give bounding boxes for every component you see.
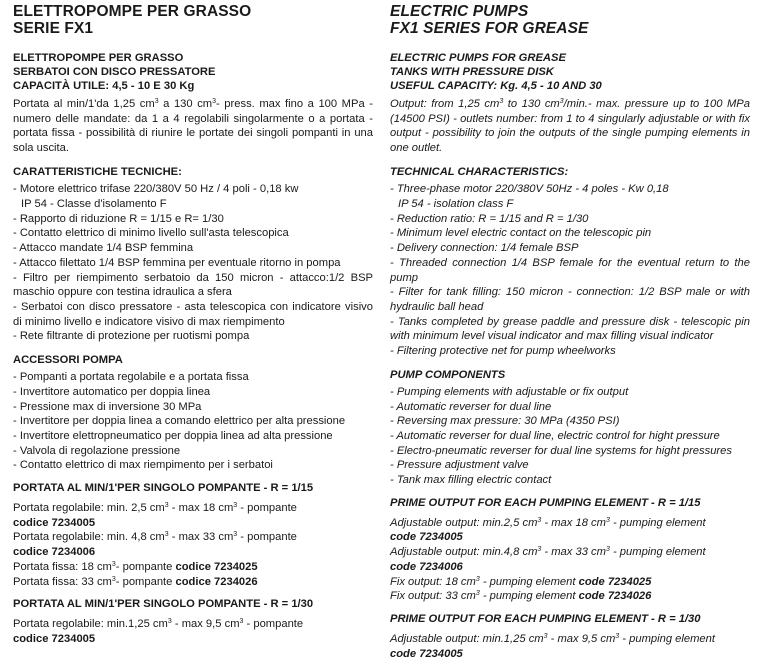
output-row — [390, 516, 750, 531]
list-item: - Three-phase motor 220/380V 50Hz - 4 poles - Kw 0,18 — [390, 183, 669, 196]
intro-text: Output: from 1,25 $cm^3$ to 130 $cm^3/\min.-$ max. pressure up to 100 MPa (14500 PSI) - outlets number: from 1 to 4 singularly adjustable or with fix output - possibility to join the outputs of the single pumping elements in one outlet. — [390, 98, 750, 154]
output-row — [13, 530, 373, 545]
output-row — [390, 560, 750, 575]
product-code: codice 7234026 — [175, 575, 258, 588]
list-item: - Automatic reverser for dual line — [390, 400, 552, 413]
output-description: Portata regolabile: min. 2,5 $cm^3$ - max 18 $cm^3$ - pompante — [13, 502, 297, 515]
intro-heading: TANKS WITH PRESSURE DISK — [390, 66, 554, 78]
list-item: - Attacco filettato 1/4 BSP femmina per eventuale ritorno in pompa — [13, 256, 341, 269]
list-item: - Rete filtrante di protezione per ruotismi pompa — [13, 330, 250, 343]
output-description: Portata regolabile: min.1,25 $cm^3$ - max 9,5 $cm^3$ - pompante — [13, 618, 304, 631]
list-item: - Pressure adjustment valve — [390, 459, 529, 472]
accessories-list — [390, 385, 750, 488]
list-item: - Filtering protective net for pump wheelworks — [390, 345, 616, 358]
output-description: Adjustable output: min.4,8 $cm^3$ - max 33 $cm^3$ - pumping element — [390, 546, 706, 559]
output-row — [390, 589, 750, 604]
product-code: code 7234006 — [390, 560, 463, 573]
output-15-heading: PRIME OUTPUT FOR EACH PUMPING ELEMENT - R = 1/15 — [390, 496, 701, 509]
output-row — [13, 575, 373, 590]
list-item: - Invertitore per doppia linea a comando elettrico per alta pressione — [13, 415, 346, 428]
tech-list — [13, 182, 373, 344]
list-item: - Attacco mandate 1/4 BSP femmina — [13, 242, 194, 255]
output-30-heading: PRIME OUTPUT FOR EACH PUMPING ELEMENT - R = 1/30 — [390, 612, 701, 625]
page-subtitle: FX1 SERIES FOR GREASE — [390, 20, 589, 37]
list-item: - Minimum level electric contact on the telescopic pin — [390, 227, 652, 240]
output-row — [13, 560, 373, 575]
list-item: - Delivery connection: 1/4 female BSP — [390, 242, 579, 255]
accessories-list — [13, 370, 373, 473]
output-row — [13, 632, 373, 647]
intro-text: Portata al min/1'da 1,25 $cm^3$ a 130 $cm^3-$ press. max fino a 100 MPa - numero delle mandate: da 1 a 4 regolabili singolarmente o a portata - portata fissa - possibilità di riunire le portate dei singoli pompanti in una sola uscita. — [13, 98, 373, 154]
english-column — [390, 0, 750, 661]
output-row — [13, 617, 373, 632]
output-30-heading: PORTATA AL MIN/1'PER SINGOLO POMPANTE - R = 1/30 — [13, 598, 314, 611]
list-item: - Threaded connection 1/4 BSP female for the eventual return to the pump — [390, 256, 750, 284]
list-item: - Automatic reverser for dual line, electric control for hight pressure — [390, 429, 720, 442]
output-row — [390, 632, 750, 647]
page-title: ELECTRIC PUMPS — [390, 3, 529, 20]
output-description: Fix output: 18 $cm^3$ - pumping element — [390, 575, 579, 588]
list-item: IP 54 - isolation class F — [398, 198, 514, 211]
product-code: codice 7234006 — [13, 546, 96, 559]
list-item: - Pumping elements with adjustable or fix output — [390, 385, 629, 398]
output-row — [390, 545, 750, 560]
output-row — [13, 516, 373, 531]
product-code: code 7234005 — [390, 647, 463, 660]
page-title: ELETTROPOMPE PER GRASSO — [13, 3, 252, 20]
output-row — [13, 545, 373, 560]
intro-heading: CAPACITÀ UTILE: 4,5 - 10 E 30 Kg — [13, 80, 195, 92]
list-item: - Contatto elettrico di minimo livello sull'asta telescopica — [13, 227, 289, 240]
list-item: - Reversing max pressure: 30 MPa (4350 PSI) — [390, 415, 620, 428]
list-item: - Valvola di regolazione pressione — [13, 444, 181, 457]
output-row — [390, 575, 750, 590]
output-description: Portata fissa: 18 $cm^3-$ pompante — [13, 560, 176, 573]
output-30-list — [390, 632, 750, 661]
output-description: Portata fissa: 33 $cm^3-$ pompante — [13, 575, 176, 588]
list-item: IP 54 - Classe d'isolamento F — [21, 198, 167, 211]
list-item: - Tank max filling electric contact — [390, 474, 552, 487]
output-description: Fix output: 33 $cm^3$ - pumping element — [390, 590, 579, 603]
list-item: - Filter for tank filling: 150 micron - connection: 1/2 BSP male or with hydraulic ball head — [390, 286, 750, 313]
page-subtitle: SERIE FX1 — [13, 20, 94, 37]
list-item: - Invertitore elettropneumatico per doppia linea ad alta pressione — [13, 429, 333, 442]
accessories-heading: ACCESSORI POMPA — [13, 354, 123, 367]
intro-heading: ELETTROPOMPE PER GRASSO — [13, 52, 184, 64]
product-code: codice 7234005 — [13, 516, 96, 529]
tech-heading: TECHNICAL CHARACTERISTICS: — [390, 166, 569, 179]
output-15-heading: PORTATA AL MIN/1'PER SINGOLO POMPANTE - R = 1/15 — [13, 482, 314, 495]
output-row — [390, 530, 750, 545]
list-item: - Filtro per riempimento serbatoio da 150 micron - attacco:1/2 BSP maschio oppure con testina idraulica a sfera — [13, 271, 373, 299]
product-code: codice 7234005 — [13, 632, 96, 645]
output-description: Portata regolabile: min. 4,8 $cm^3$ - max 33 $cm^3$ - pompante — [13, 531, 297, 544]
tech-list — [390, 182, 750, 358]
list-item: - Pressione max di inversione 30 MPa — [13, 400, 202, 413]
list-item: - Reduction ratio: R = 1/15 and R = 1/30 — [390, 212, 589, 225]
list-item: - Rapporto di riduzione R = 1/15 e R= 1/30 — [13, 212, 224, 225]
product-code: codice 7234025 — [175, 560, 258, 573]
product-code: code 7234026 — [578, 590, 652, 603]
output-row — [13, 501, 373, 516]
tech-heading: CARATTERISTICHE TECNICHE: — [13, 166, 182, 179]
list-item: - Electro-pneumatic reverser for dual line systems for hight pressures — [390, 444, 732, 457]
intro-heading: USEFUL CAPACITY: Kg. 4,5 - 10 AND 30 — [390, 80, 602, 92]
intro-heading: SERBATOI CON DISCO PRESSATORE — [13, 66, 216, 78]
intro-heading: ELECTRIC PUMPS FOR GREASE — [390, 52, 566, 64]
product-code: code 7234005 — [390, 531, 463, 544]
accessories-heading: PUMP COMPONENTS — [390, 368, 506, 381]
output-30-list — [13, 617, 373, 646]
list-item: - Invertitore automatico per doppia linea — [13, 385, 211, 398]
list-item: - Pompanti a portata regolabile e a portata fissa — [13, 371, 249, 384]
list-item: - Tanks completed by grease paddle and pressure disk - telescopic pin with minimum level visual indicator and max filling visual indicator — [390, 315, 750, 343]
list-item: - Motore elettrico trifase 220/380V 50 Hz / 4 poli - 0,18 kw — [13, 183, 299, 196]
list-item: - Contatto elettrico di max riempimento per i serbatoi — [13, 459, 273, 472]
output-description: Adjustable output: min.2,5 $cm^3$ - max 18 $cm^3$ - pumping element — [390, 516, 706, 529]
output-15-list — [390, 516, 750, 604]
italian-column — [13, 0, 373, 647]
product-code: code 7234025 — [578, 575, 652, 588]
output-description: Adjustable output: min.1,25 $cm^3$ - max 9,5 $cm^3$ - pumping element — [390, 632, 715, 645]
output-15-list — [13, 501, 373, 589]
list-item: - Serbatoi con disco pressatore - asta telescopica con indicatore visivo di minimo livello e indicatore visivo di max riempimento — [13, 301, 373, 328]
